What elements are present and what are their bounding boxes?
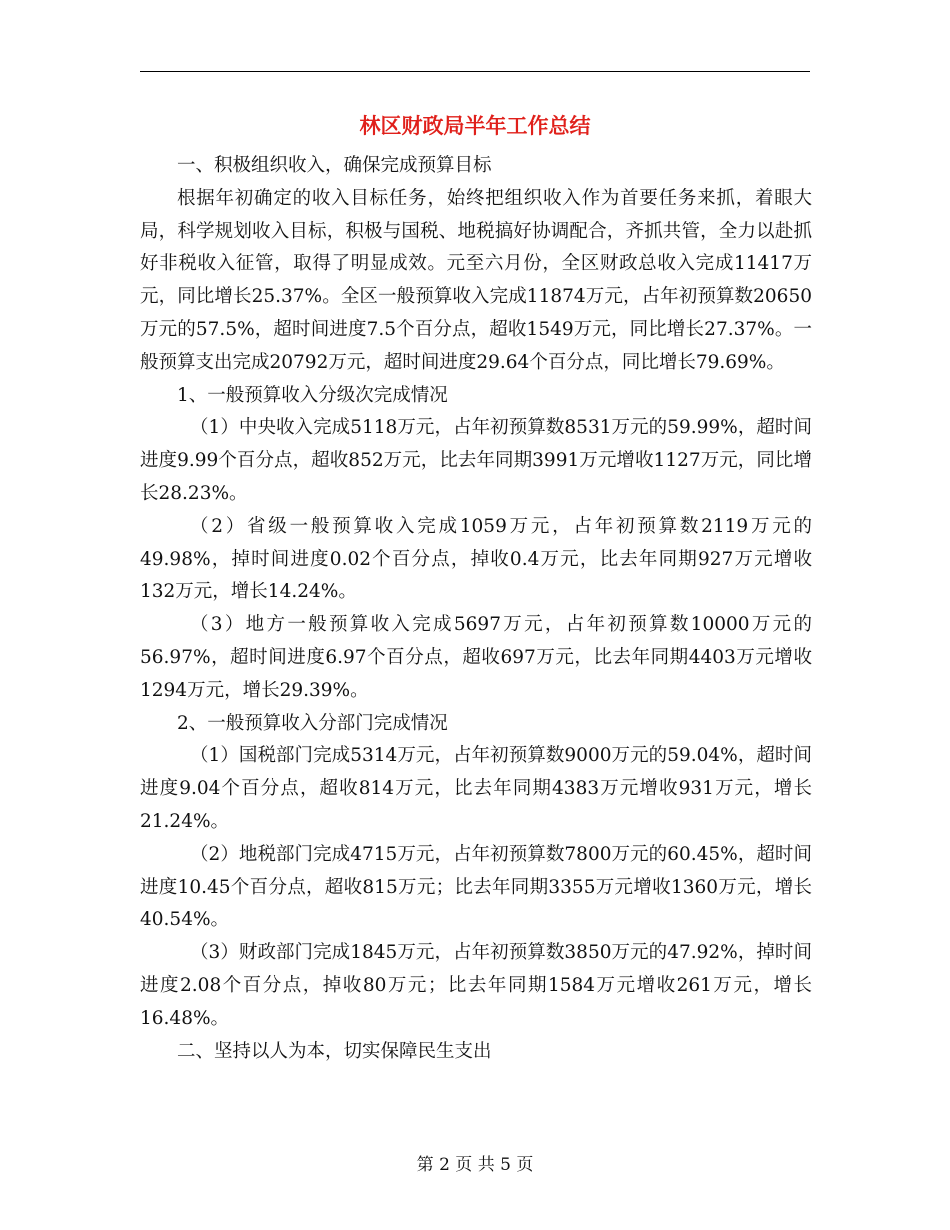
list-item-local-tax: （2）地税部门完成4715万元，占年初预算数7800万元的60.45%，超时间进度10.45个百分点，超收815万元；比去年同期3355万元增收1360万元，增长40.54%。 [140,843,812,931]
document-title: 林区财政局半年工作总结 [359,113,591,138]
body-paragraph: 根据年初确定的收入目标任务，始终把组织收入作为首要任务来抓，着眼大局，科学规划收入目标，积极与国税、地税搞好协调配合，齐抓共管，全力以赴抓好非税收入征管，取得了明显成效。元至六月份，全区财政总收入完成11417万元，同比增长25.37%。全区一般预算收入完成11874万元，占年初预算数20650万元的57.5%，超时间进度7.5个百分点，超收1549万元，同比增长27.37%。一般预算支出完成20792万元，超时间进度29.64个百分点，同比增长79.69%。 [140,187,812,373]
document-body [140,150,812,1068]
section-heading-2: 二、坚持以人为本，切实保障民生支出 [177,1040,492,1062]
list-item-national-tax: （1）国税部门完成5314万元，占年初预算数9000万元的59.04%，超时间进度9.04个百分点，超收814万元，比去年同期4383万元增收931万元，增长21.24%。 [140,745,812,832]
section-heading-1: 一、积极组织收入，确保完成预算目标 [177,155,492,176]
subsection-heading-2: 2、一般预算收入分部门完成情况 [177,712,448,734]
list-item-finance-dept: （3）财政部门完成1845万元，占年初预算数3850万元的47.92%，掉时间进度2.08个百分点，掉收80万元；比去年同期1584万元增收261万元，增长16.48%。 [140,942,812,1029]
list-item-central-revenue: （1）中央收入完成5118万元，占年初预算数8531万元的59.99%，超时间进度9.99个百分点，超收852万元，比去年同期3991万元增收1127万元，同比增长28.23%。 [140,417,812,504]
list-item-provincial-revenue: （2）省级一般预算收入完成1059万元，占年初预算数2119万元的49.98%，掉时间进度0.02个百分点，掉收0.4万元，比去年同期927万元增收132万元，增长14.24%。 [140,515,812,603]
list-item-local-revenue: （3）地方一般预算收入完成5697万元，占年初预算数10000万元的56.97%，超时间进度6.97个百分点，超收697万元，比去年同期4403万元增收1294万元，增长29.39%。 [140,614,812,701]
page-number: 第 2 页 共 5 页 [416,1155,534,1175]
header-rule [140,71,810,72]
subsection-heading-1: 1、一般预算收入分级次完成情况 [177,384,448,406]
